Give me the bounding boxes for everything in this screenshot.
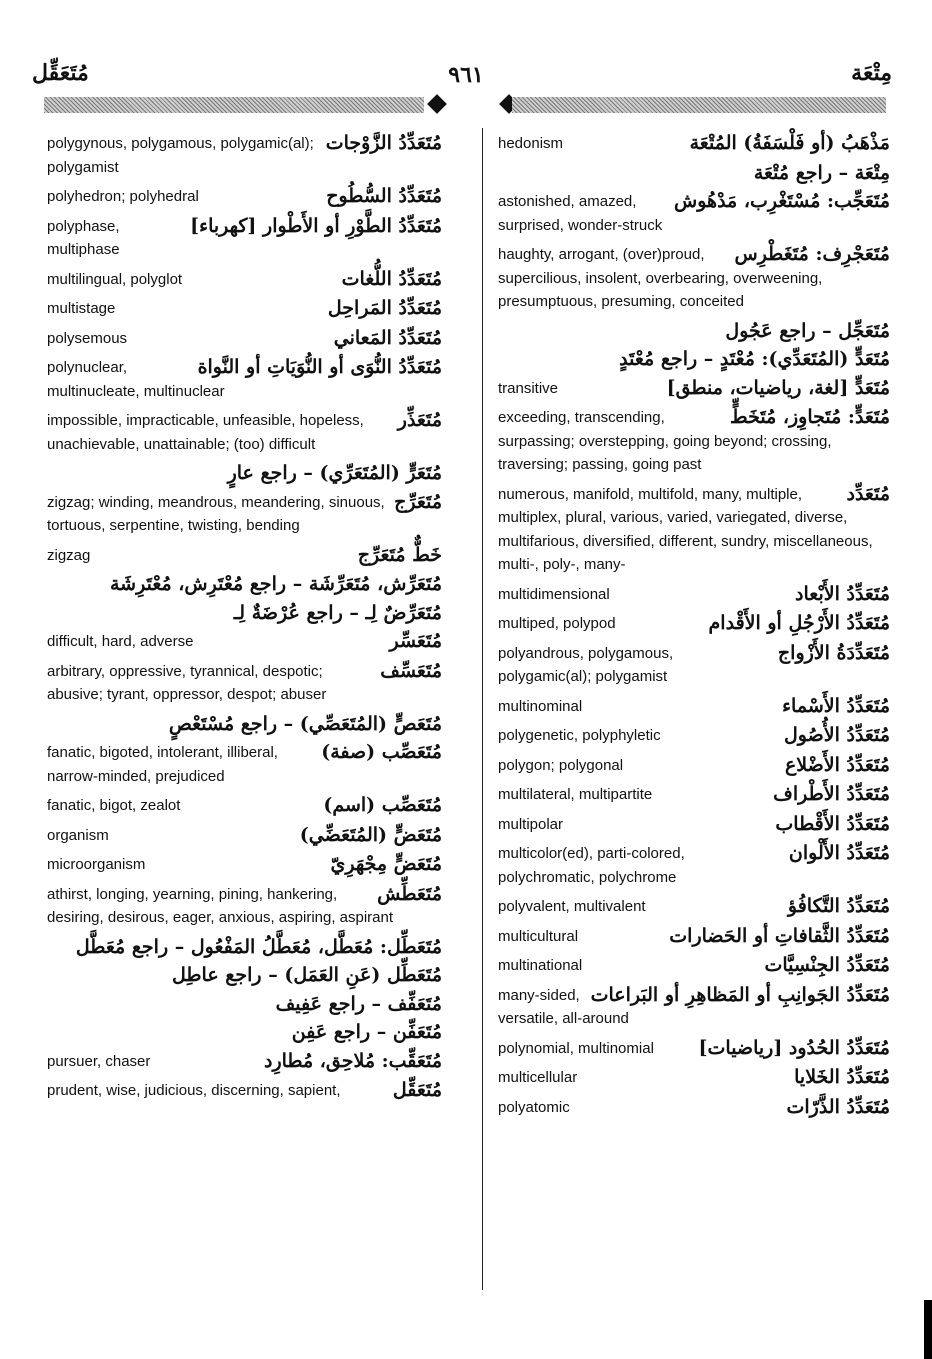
dictionary-entry bbox=[498, 754, 890, 778]
arabic-headword: مُتَعَفِّف – راجع عَفِيف bbox=[275, 992, 442, 1015]
dictionary-entry bbox=[498, 320, 890, 343]
dictionary-entry bbox=[498, 1037, 890, 1061]
arabic-headword: مُتَعَدِّدُ الأَبْعاد bbox=[795, 582, 890, 605]
english-translation: polygynous, polygamous, polygamic(al); polygamist bbox=[47, 135, 314, 176]
arabic-headword: مُتَعَدِّدَةُ الأَزْواج bbox=[777, 641, 890, 664]
arabic-headword: مُتَعَرِّج bbox=[394, 490, 442, 513]
dictionary-entry bbox=[47, 544, 442, 568]
dictionary-entry bbox=[47, 356, 442, 403]
dictionary-entry bbox=[47, 964, 442, 987]
running-head-right: مِتْعَة bbox=[851, 60, 892, 86]
english-translation: multilateral, multipartite bbox=[498, 786, 653, 803]
arabic-headword: مُتَعَدِّدُ الخَلايا bbox=[794, 1066, 890, 1088]
arabic-headword: مُتَعَدِّدُ السُّطُوح bbox=[326, 185, 442, 207]
running-head-left: مُتَعَقِّل bbox=[32, 60, 89, 86]
page-edge-mark bbox=[924, 1300, 932, 1359]
arabic-headword: مُتَعَدٍّ: مُتَجاوِز، مُتَخَطٍّ bbox=[730, 406, 890, 428]
dictionary-entry bbox=[498, 724, 890, 748]
arabic-headword: مُتَعَدِّدُ المَراحِل bbox=[327, 297, 442, 319]
arabic-headword: مُتَعَجْرِف: مُتَغَطْرِس bbox=[734, 243, 890, 265]
dictionary-entry bbox=[498, 162, 890, 185]
dictionary-entry bbox=[47, 462, 442, 485]
dictionary-entry bbox=[47, 297, 442, 321]
dictionary-entry bbox=[47, 409, 442, 456]
english-translation: multidimensional bbox=[498, 585, 610, 603]
english-translation: polyandrous, polygamous, polygamic(al); polygamist bbox=[498, 644, 674, 685]
dictionary-entry bbox=[498, 642, 890, 689]
dictionary-entry bbox=[47, 883, 442, 930]
english-translation: polygon; polygonal bbox=[498, 756, 624, 774]
english-translation: polyatomic bbox=[498, 1098, 570, 1116]
dictionary-entry bbox=[498, 583, 890, 607]
arabic-headword: مُتَعَطِّل (عَنِ العَمَل) – راجع عاطِل bbox=[172, 964, 442, 986]
english-translation: fanatic, bigot, zealot bbox=[47, 797, 181, 814]
english-translation: impossible, impracticable, unfeasible, hopeless, unachievable, unattainable; (too) difficult bbox=[47, 412, 364, 453]
dictionary-entry bbox=[47, 794, 442, 818]
dictionary-entry bbox=[498, 813, 890, 837]
dictionary-entry bbox=[47, 824, 442, 848]
dictionary-entry bbox=[47, 491, 442, 538]
arabic-headword: مُتَعَدِّدُ الأَطْراف bbox=[773, 783, 890, 805]
dictionary-entry bbox=[47, 132, 442, 179]
arabic-headword: مُتَعَضٍّ (المُتَعَضِّي) bbox=[299, 823, 442, 846]
column-divider bbox=[482, 128, 483, 1290]
english-translation: polyvalent, multivalent bbox=[498, 898, 646, 915]
arabic-headword: مِتْعَة – راجع مُتْعَة bbox=[753, 161, 890, 184]
dictionary-entry bbox=[47, 713, 442, 736]
english-translation: multistage bbox=[47, 300, 116, 317]
dictionary-entry bbox=[47, 268, 442, 292]
english-translation: polysemous bbox=[47, 329, 128, 347]
english-translation: multilingual, polyglot bbox=[47, 270, 183, 288]
dictionary-entry bbox=[498, 377, 890, 401]
arabic-headword: مُتَعَدٍّ [لغة، رياضيات، منطق] bbox=[666, 376, 890, 399]
english-translation: multicolor(ed), parti-colored, polychromatic, polychrome bbox=[498, 845, 685, 886]
english-translation: difficult, hard, adverse bbox=[47, 633, 194, 650]
english-translation: polygenetic, polyphyletic bbox=[498, 727, 661, 744]
arabic-headword: مُتَعَقِّب: مُلاحِق، مُطارِد bbox=[263, 1049, 442, 1072]
arabic-headword: مُتَعَدِّدُ الأَضْلاع bbox=[784, 753, 890, 776]
english-translation: hedonism bbox=[498, 135, 564, 152]
dictionary-entry bbox=[498, 695, 890, 719]
dictionary-entry bbox=[47, 602, 442, 625]
dictionary-entry bbox=[47, 993, 442, 1016]
arabic-headword: مُتَعَذِّر bbox=[397, 409, 442, 431]
right-column bbox=[498, 132, 890, 1125]
left-column bbox=[47, 132, 442, 1109]
dictionary-entry bbox=[47, 936, 442, 959]
dictionary-entry bbox=[47, 573, 442, 596]
arabic-headword: مَذْهَبُ (أو فَلْسَفَةُ) المُتْعَة bbox=[689, 132, 890, 154]
english-translation: polyhedron; polyhedral bbox=[47, 188, 199, 205]
arabic-headword: مُتَعَدِّدُ الجِنْسِيَّات bbox=[764, 954, 890, 976]
page-number: ٩٦١ bbox=[448, 62, 484, 88]
english-translation: multinominal bbox=[498, 697, 583, 715]
dictionary-entry bbox=[47, 741, 442, 788]
dictionary-entry bbox=[498, 1066, 890, 1090]
english-translation: prudent, wise, judicious, discerning, sapient, bbox=[47, 1082, 341, 1099]
arabic-headword: مُتَعَدٍّ (المُتَعَدِّي): مُعْتَدٍ – راجع مُعْتَدٍ bbox=[619, 348, 890, 370]
arabic-headword: خَطٌّ مُتَعَرِّج bbox=[357, 543, 442, 566]
arabic-headword: مُتَعَصِّب (صفة) bbox=[321, 741, 442, 763]
english-translation: transitive bbox=[498, 379, 559, 397]
english-translation: many-sided, versatile, all-around bbox=[498, 986, 629, 1027]
arabic-headword: مُتَعَدِّدُ الأُصُول bbox=[784, 724, 890, 746]
english-translation: haughty, arrogant, (over)proud, supercilious, insolent, overbearing, overweening, presumptuous, presuming, conceited bbox=[498, 246, 823, 310]
dictionary-entry bbox=[47, 1079, 442, 1103]
dictionary-entry bbox=[47, 327, 442, 351]
arabic-headword: مُتَعَجِّل – راجع عَجُول bbox=[725, 319, 890, 342]
arabic-headword: مُتَعَدِّدُ المَعاني bbox=[333, 326, 442, 349]
dictionary-entry bbox=[47, 1050, 442, 1074]
english-translation: pursuer, chaser bbox=[47, 1052, 151, 1070]
dictionary-entry bbox=[47, 630, 442, 654]
dictionary-entry bbox=[498, 842, 890, 889]
header-rule-right bbox=[512, 97, 886, 113]
arabic-headword: مُتَعَدِّدُ الأَلْوان bbox=[788, 842, 890, 864]
english-translation: multiped, polypod bbox=[498, 615, 616, 632]
english-translation: zigzag bbox=[47, 546, 91, 564]
arabic-headword: مُتَعَطِّل: مُعَطَّل، مُعَطَّلُ المَفْعُول – راجع مُعَطَّل bbox=[75, 935, 442, 958]
arabic-headword: مُتَعَدِّدُ الذَّرّات bbox=[786, 1095, 890, 1118]
arabic-headword: مُتَعَدِّدُ الأَقْطاب bbox=[775, 812, 890, 835]
english-translation: polynomial, multinomial bbox=[498, 1039, 654, 1057]
arabic-headword: مُتَعَسِّف bbox=[380, 659, 442, 682]
arabic-headword: مُتَعَفِّن – راجع عَفِن bbox=[291, 1021, 442, 1043]
dictionary-entry bbox=[498, 132, 890, 156]
english-translation: numerous, manifold, multifold, many, multiple, multiplex, plural, various, varied, variegated, diverse, multifarious, diversified, different, sundry, miscellaneous, multi-, poly-, many- bbox=[498, 485, 873, 573]
english-translation: organism bbox=[47, 826, 109, 844]
arabic-headword: مُتَعَرِّش، مُتَعَرِّشَة – راجع مُعْتَرِش، مُعْتَرِشَة bbox=[110, 573, 442, 595]
arabic-headword: مُتَعَصِّب (اسم) bbox=[323, 794, 442, 816]
dictionary-entry bbox=[498, 984, 890, 1031]
english-translation: polyphase, multiphase bbox=[47, 217, 120, 258]
arabic-headword: مُتَعَرٍّ (المُتَعَرِّي) – راجع عارٍ bbox=[227, 462, 442, 484]
arabic-headword: مُتَعَرِّضٌ لِـ – راجع عُرْضَةٌ لِـ bbox=[233, 601, 442, 624]
dictionary-entry bbox=[498, 243, 890, 314]
dictionary-entry bbox=[498, 925, 890, 949]
english-translation: microorganism bbox=[47, 856, 146, 873]
arabic-headword: مُتَعَدِّد bbox=[846, 482, 890, 505]
arabic-headword: مُتَعَدِّدُ الحُدُود [رياضيات] bbox=[698, 1036, 890, 1059]
dictionary-entry bbox=[47, 660, 442, 707]
arabic-headword: مُتَعَدِّدُ اللُّغات bbox=[341, 267, 442, 290]
arabic-headword: مُتَعَدِّدُ النُّوَى أو النُّوَيَاتِ أو النَّواة bbox=[197, 356, 442, 378]
diamond-ornament-left bbox=[427, 94, 447, 114]
dictionary-entry bbox=[498, 783, 890, 807]
english-translation: zigzag; winding, meandrous, meandering, sinuous, tortuous, serpentine, twisting, bending bbox=[47, 493, 385, 534]
dictionary-entry bbox=[498, 1096, 890, 1120]
arabic-headword: مُتَعَدِّدُ الأَسْماء bbox=[782, 694, 890, 717]
arabic-headword: مُتَعَدِّدُ الطَّوْرِ أو الأَطْوار [كهرباء] bbox=[190, 214, 442, 237]
arabic-headword: مُتَعَجِّب: مُسْتَغْرِب، مَدْهُوش bbox=[674, 190, 890, 212]
arabic-headword: مُتَعَدِّدُ الأَرْجُلِ أو الأَقْدام bbox=[708, 612, 890, 634]
header-rule-left bbox=[44, 97, 424, 113]
arabic-headword: مُتَعَطِّش bbox=[377, 882, 442, 905]
dictionary-entry bbox=[47, 185, 442, 209]
dictionary-entry bbox=[498, 483, 890, 577]
english-translation: multinational bbox=[498, 957, 583, 974]
english-translation: multicultural bbox=[498, 927, 579, 945]
arabic-headword: مُتَعَسِّر bbox=[389, 630, 442, 652]
arabic-headword: مُتَعَدِّدُ التَّكافُؤ bbox=[787, 895, 890, 917]
arabic-headword: مُتَعَضٍّ مِجْهَرِيّ bbox=[330, 853, 442, 875]
english-translation: athirst, longing, yearning, pining, hankering, desiring, desirous, eager, anxious, aspiring, aspirant bbox=[47, 885, 394, 926]
dictionary-entry bbox=[498, 406, 890, 477]
arabic-headword: مُتَعَصٍّ (المُتَعَصِّي) – راجع مُسْتَعْصٍ bbox=[168, 712, 442, 735]
dictionary-entry bbox=[498, 895, 890, 919]
arabic-headword: مُتَعَدِّدُ الزَّوْجات bbox=[325, 132, 442, 154]
dictionary-entry bbox=[47, 1021, 442, 1044]
arabic-headword: مُتَعَقِّل bbox=[392, 1079, 442, 1101]
english-translation: polynuclear, multinucleate, multinuclear bbox=[47, 359, 225, 400]
arabic-headword: مُتَعَدِّدُ الجَوانِبِ أو المَظاهِرِ أو البَراعات bbox=[590, 983, 890, 1006]
english-translation: astonished, amazed, surprised, wonder-struck bbox=[498, 193, 663, 234]
english-translation: arbitrary, oppressive, tyrannical, despotic; abusive; tyrant, oppressor, despot; abuser bbox=[47, 662, 327, 703]
dictionary-entry bbox=[47, 215, 442, 262]
dictionary-entry bbox=[498, 190, 890, 237]
english-translation: multipolar bbox=[498, 815, 564, 833]
dictionary-entry bbox=[47, 853, 442, 877]
dictionary-entry bbox=[498, 348, 890, 371]
dictionary-entry bbox=[498, 612, 890, 636]
english-translation: multicellular bbox=[498, 1069, 578, 1086]
english-translation: exceeding, transcending, surpassing; overstepping, going beyond; crossing, traversing; passing, going past bbox=[498, 409, 832, 473]
arabic-headword: مُتَعَدِّدُ الثَّقافاتِ أو الحَضارات bbox=[669, 924, 890, 947]
dictionary-entry bbox=[498, 954, 890, 978]
english-translation: fanatic, bigoted, intolerant, illiberal, narrow-minded, prejudiced bbox=[47, 744, 278, 785]
